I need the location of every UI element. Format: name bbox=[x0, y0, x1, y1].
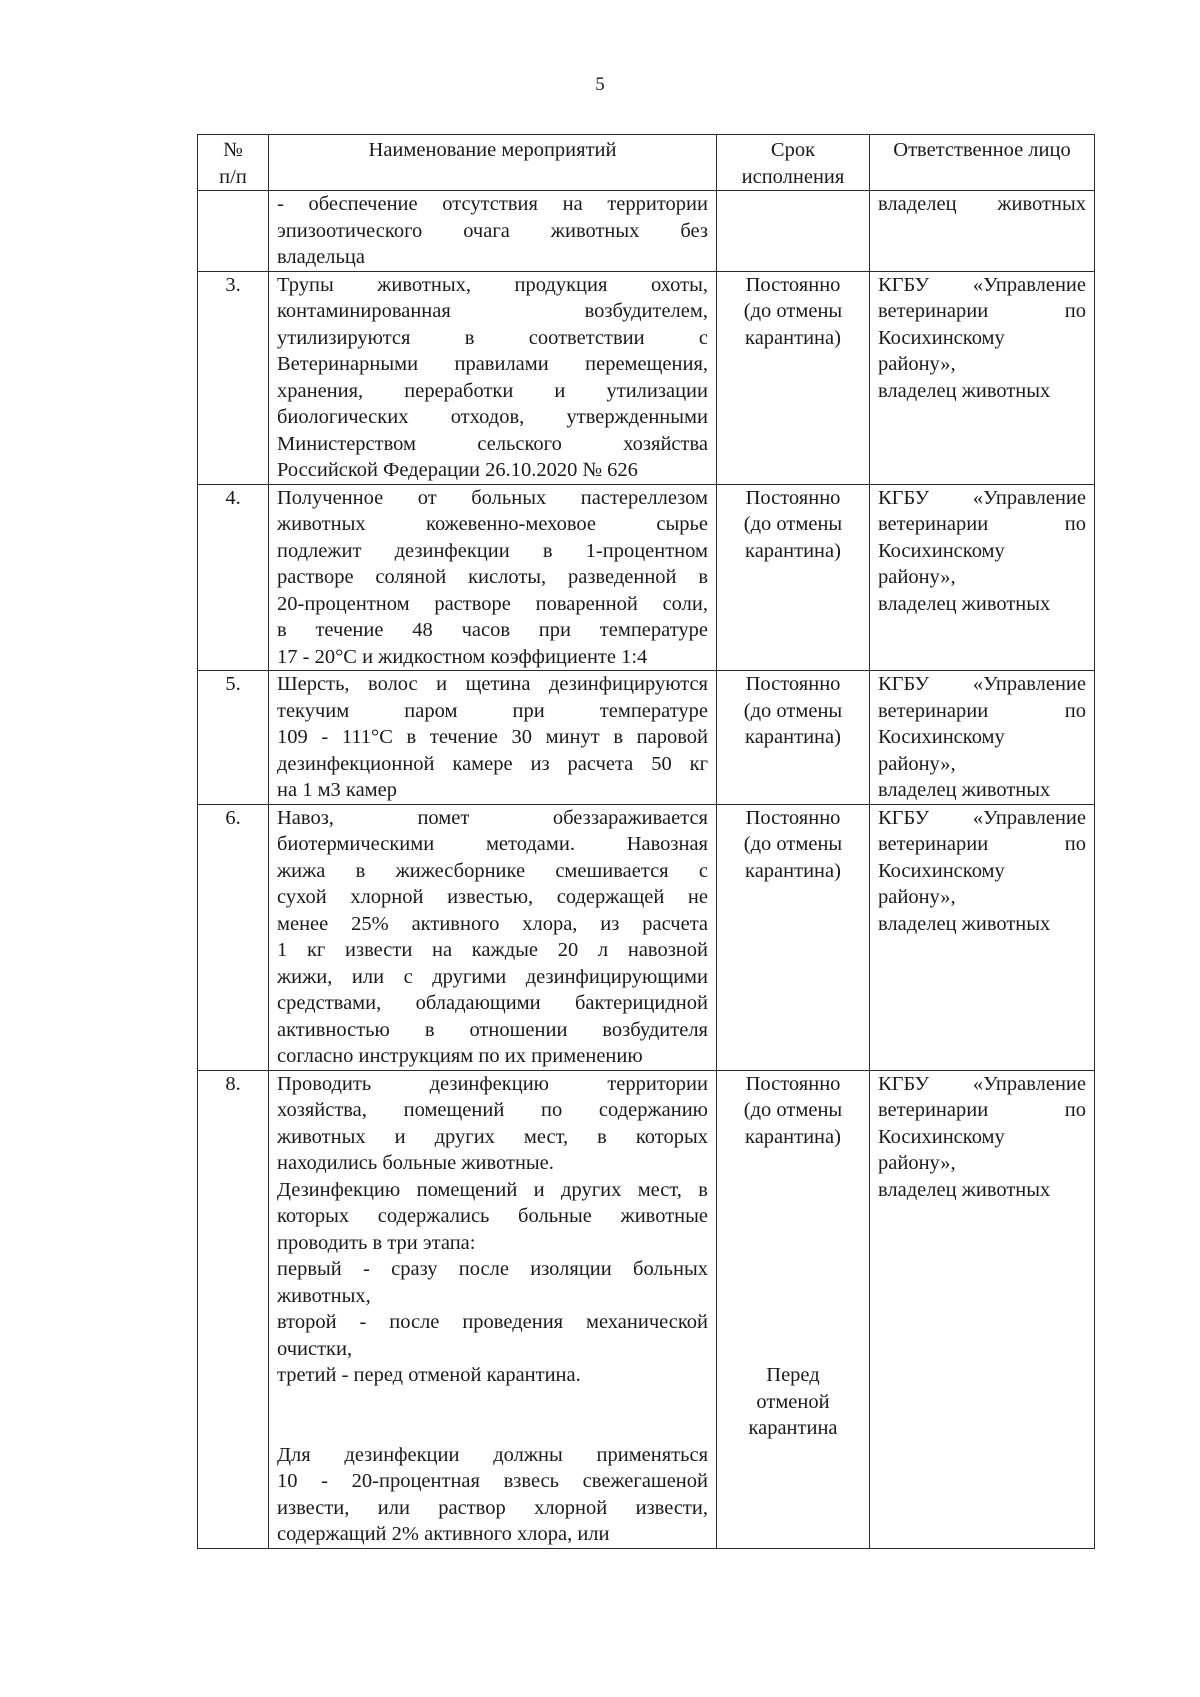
measure-name-line: первый - сразу после изоляции больных bbox=[277, 1258, 708, 1280]
blank-line bbox=[725, 1177, 861, 1204]
measure-name-line: 10 - 20-процентная взвесь свежегашеной bbox=[277, 1470, 708, 1492]
term-of-execution-line: Постоянно bbox=[745, 673, 841, 695]
measure-name-line: содержащий 2% активного хлора, или bbox=[277, 1523, 610, 1545]
measure-name-line: растворе соляной кислоты, разведенной в bbox=[277, 566, 708, 588]
term-of-execution-line: (до отмены bbox=[743, 699, 843, 722]
blank-line bbox=[277, 1389, 708, 1416]
measure-name-line: активностью в отношении возбудителя bbox=[277, 1018, 708, 1041]
measure-name-line: эпизоотического очага животных без bbox=[277, 219, 708, 242]
responsible-person-line: ветеринарии по bbox=[878, 1099, 1086, 1121]
responsible-person-line: ветеринарии по bbox=[878, 300, 1086, 322]
responsible-person-line: владелец животных bbox=[878, 592, 1051, 615]
row-number: 8. bbox=[198, 1070, 269, 1548]
header-term-line: Срок bbox=[770, 139, 816, 161]
measure-name-line: текучим паром при температуре bbox=[277, 699, 708, 722]
responsible-person-line: КГБУ «Управление bbox=[878, 673, 1086, 695]
measure-name-line: Проводить дезинфекцию территории bbox=[277, 1072, 708, 1095]
responsible-person-line: владелец животных bbox=[878, 379, 1051, 402]
measure-name-line: владельца bbox=[277, 246, 365, 268]
responsible-person-line: ветеринарии по bbox=[878, 699, 1086, 722]
measure-name-line: Ветеринарными правилами перемещения, bbox=[277, 353, 708, 375]
measure-name-line: Шерсть, волос и щетина дезинфицируются bbox=[277, 673, 708, 695]
responsible-person bbox=[870, 804, 1095, 1070]
row-number: 3. bbox=[198, 271, 269, 484]
term-of-execution bbox=[717, 484, 870, 671]
blank-line bbox=[277, 1415, 708, 1442]
row-number: 6. bbox=[198, 804, 269, 1070]
term-of-execution-line: карантина) bbox=[745, 726, 841, 748]
measure-name bbox=[269, 271, 717, 484]
term-of-execution-line: (до отмены bbox=[743, 833, 843, 855]
measure-name-line: в течение 48 часов при температуре bbox=[277, 619, 708, 641]
responsible-person-line: владелец животных bbox=[878, 912, 1051, 935]
measure-name-line: животных и других мест, в которых bbox=[277, 1125, 708, 1148]
measure-name-line: подлежит дезинфекции в 1-процентном bbox=[277, 539, 708, 562]
term-of-execution-line: (до отмены bbox=[743, 300, 843, 322]
table-header-row bbox=[198, 135, 1095, 191]
term-of-execution-line: Постоянно bbox=[745, 806, 841, 829]
measure-name-line: хозяйства, помещений по содержанию bbox=[277, 1099, 708, 1121]
table-row bbox=[198, 1070, 1095, 1548]
measure-name-line: хранения, переработки и утилизации bbox=[277, 379, 708, 402]
measure-name-line: биотермическими методами. Навозная bbox=[277, 833, 708, 855]
term-of-execution-line: Постоянно bbox=[745, 486, 841, 509]
header-name: Наименование мероприятий bbox=[269, 135, 717, 191]
measure-name-line: 1 кг извести на каждые 20 л навозной bbox=[277, 939, 708, 961]
term-of-execution-line: (до отмены bbox=[743, 1099, 843, 1121]
blank-line bbox=[725, 1336, 861, 1363]
measure-name-line: Полученное от больных пастереллезом bbox=[277, 486, 708, 509]
term-of-execution bbox=[717, 271, 870, 484]
responsible-person-line: району», bbox=[878, 886, 956, 908]
term-of-execution-line: Постоянно bbox=[745, 1072, 841, 1095]
term-of-execution-line: Постоянно bbox=[745, 273, 841, 296]
measure-name-line: Министерством сельского хозяйства bbox=[277, 432, 708, 455]
blank-line bbox=[725, 1203, 861, 1230]
responsible-person bbox=[870, 671, 1095, 805]
measure-name-line: Российской Федерации 26.10.2020 № 626 bbox=[277, 459, 638, 481]
measure-name-line: 20-процентном растворе поваренной соли, bbox=[277, 592, 708, 615]
measure-name-line: Для дезинфекции должны применяться bbox=[277, 1443, 708, 1466]
measure-name-line: жижа в жижесборнике смешивается с bbox=[277, 859, 708, 882]
measure-name-line: утилизируются в соответствии с bbox=[277, 326, 708, 349]
header-responsible: Ответственное лицо bbox=[870, 135, 1095, 191]
term-of-execution-line: карантина) bbox=[745, 859, 841, 882]
blank-line bbox=[725, 1309, 861, 1336]
measure-name-line: животных, bbox=[277, 1284, 371, 1307]
term-of-execution bbox=[717, 671, 870, 805]
term-of-execution-line: (до отмены bbox=[743, 513, 843, 535]
term-of-execution-line: карантина bbox=[748, 1417, 838, 1439]
measure-name-line: Дезинфекцию помещений и других мест, в bbox=[277, 1178, 708, 1201]
responsible-person-line: КГБУ «Управление bbox=[878, 1072, 1086, 1095]
term-of-execution-line: отменой bbox=[756, 1390, 830, 1413]
row-number: 5. bbox=[198, 671, 269, 805]
blank-line bbox=[725, 1256, 861, 1283]
header-num-line: № bbox=[223, 139, 243, 161]
measure-name-line: - обеспечение отсутствия на территории bbox=[277, 193, 708, 215]
responsible-person-line: ветеринарии по bbox=[878, 513, 1086, 535]
table-row bbox=[198, 271, 1095, 484]
measure-name-line: дезинфекционной камере из расчета 50 кг bbox=[277, 752, 708, 775]
measure-name bbox=[269, 1070, 717, 1548]
responsible-person-line: КГБУ «Управление bbox=[878, 486, 1086, 509]
responsible-person-line: Косихинскому bbox=[878, 539, 1005, 562]
measure-name bbox=[269, 671, 717, 805]
responsible-person bbox=[870, 271, 1095, 484]
responsible-person-line: КГБУ «Управление bbox=[878, 273, 1086, 296]
responsible-person-line: району», bbox=[878, 1152, 956, 1174]
measure-name bbox=[269, 484, 717, 671]
table-row bbox=[198, 804, 1095, 1070]
row-number bbox=[198, 191, 269, 272]
measure-name-line: Навоз, помет обеззараживается bbox=[277, 806, 708, 829]
page-number: 5 bbox=[595, 74, 605, 95]
term-of-execution bbox=[717, 1070, 870, 1548]
responsible-person-line: району», bbox=[878, 566, 956, 588]
measure-name-line: контаминированная возбудителем, bbox=[277, 300, 708, 322]
responsible-person-line: КГБУ «Управление bbox=[878, 806, 1086, 829]
measure-name-line: биологических отходов, утвержденными bbox=[277, 406, 708, 428]
measure-name bbox=[269, 804, 717, 1070]
responsible-person-line: Косихинскому bbox=[878, 1125, 1005, 1148]
table-row bbox=[198, 191, 1095, 272]
blank-line bbox=[725, 1230, 861, 1257]
responsible-person bbox=[870, 191, 1095, 272]
measure-name-line: находились больные животные. bbox=[277, 1152, 554, 1174]
term-of-execution-line: карантина) bbox=[745, 326, 841, 349]
table-body bbox=[198, 191, 1095, 1549]
term-of-execution-line: карантина) bbox=[745, 539, 841, 562]
measure-name-line: 109 - 111°С в течение 30 минут в паровой bbox=[277, 726, 708, 748]
measure-name-line: проводить в три этапа: bbox=[277, 1231, 476, 1254]
measure-name-line: которых содержались больные животные bbox=[277, 1205, 708, 1227]
row-number: 4. bbox=[198, 484, 269, 671]
measure-name-line: 17 - 20°С и жидкостном коэффициенте 1:4 bbox=[277, 645, 648, 668]
measure-name-line: менее 25% активного хлора, из расчета bbox=[277, 912, 708, 935]
responsible-person-line: Косихинскому bbox=[878, 859, 1005, 882]
responsible-person-line: владелец животных bbox=[878, 779, 1051, 801]
header-term-line: исполнения bbox=[741, 165, 845, 188]
table-row bbox=[198, 671, 1095, 805]
measure-name-line: очистки, bbox=[277, 1337, 353, 1360]
responsible-person-line: владелец животных bbox=[878, 193, 1086, 215]
measure-name-line: третий - перед отменой карантина. bbox=[277, 1364, 581, 1386]
responsible-person-line: Косихинскому bbox=[878, 726, 1005, 748]
term-of-execution bbox=[717, 191, 870, 272]
measures-table bbox=[197, 134, 1095, 1549]
responsible-person-line: Косихинскому bbox=[878, 326, 1005, 349]
measure-name bbox=[269, 191, 717, 272]
measure-name-line: Трупы животных, продукция охоты, bbox=[277, 273, 708, 296]
measure-name-line: извести, или раствор хлорной извести, bbox=[277, 1496, 708, 1519]
measure-name-line: на 1 м3 камер bbox=[277, 779, 397, 801]
measure-name-line: второй - после проведения механической bbox=[277, 1311, 708, 1333]
header-num-line: п/п bbox=[219, 165, 247, 188]
term-of-execution-line: Перед bbox=[766, 1364, 820, 1386]
measure-name-line: жижи, или с другими дезинфицирующими bbox=[277, 965, 708, 988]
table-row bbox=[198, 484, 1095, 671]
measure-name-line: животных кожевенно-меховое сырье bbox=[277, 513, 708, 535]
blank-line bbox=[725, 1283, 861, 1310]
responsible-person-line: району», bbox=[878, 353, 956, 375]
responsible-person bbox=[870, 484, 1095, 671]
term-of-execution-line: карантина) bbox=[745, 1125, 841, 1148]
responsible-person-line: району», bbox=[878, 752, 956, 775]
responsible-person bbox=[870, 1070, 1095, 1548]
header-num bbox=[198, 135, 269, 191]
measure-name-line: средствами, обладающими бактерицидной bbox=[277, 992, 708, 1014]
term-of-execution bbox=[717, 804, 870, 1070]
responsible-person-line: владелец животных bbox=[878, 1178, 1051, 1201]
header-term bbox=[717, 135, 870, 191]
measure-name-line: сухой хлорной известью, содержащей не bbox=[277, 886, 708, 908]
responsible-person-line: ветеринарии по bbox=[878, 833, 1086, 855]
measure-name-line: согласно инструкциям по их применению bbox=[277, 1045, 643, 1067]
blank-line bbox=[725, 1150, 861, 1177]
